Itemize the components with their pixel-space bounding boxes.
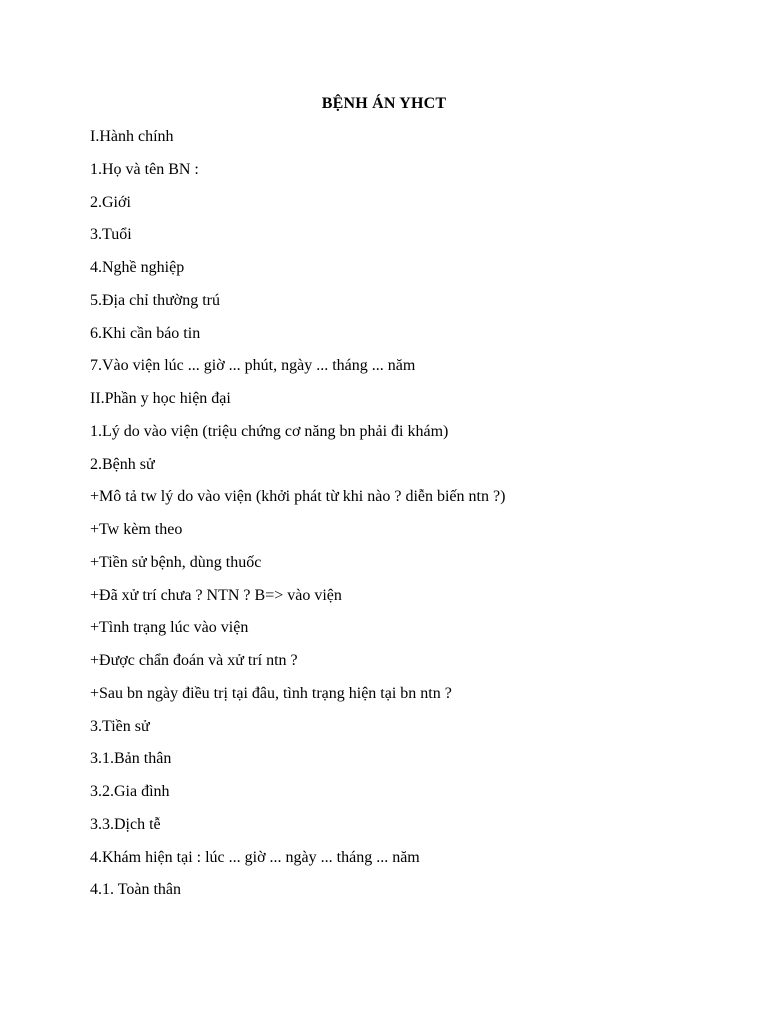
field-family-history: 3.2.Gia đình	[90, 783, 170, 800]
history-item: +Mô tả tw lý do vào viện (khởi phát từ khi nào ? diễn biến ntn ?)	[90, 488, 506, 506]
history-item: +Tw kèm theo	[90, 521, 183, 538]
field-patient-name: 1.Họ và tên BN :	[90, 160, 199, 178]
field-epidemiology: 3.3.Dịch tễ	[90, 815, 161, 833]
history-item: +Đã xử trí chưa ? NTN ? B=> vào viện	[90, 586, 342, 604]
field-emergency-contact: 6.Khi cần báo tin	[90, 324, 201, 342]
section-heading-administrative: I.Hành chính	[90, 128, 174, 145]
section-heading-modern-medicine: II.Phần y học hiện đại	[90, 390, 231, 407]
history-item: +Tiền sử bệnh, dùng thuốc	[90, 553, 262, 571]
subheading-past-history: 3.Tiền sử	[90, 717, 150, 735]
history-item: +Được chẩn đoán và xử trí ntn ?	[90, 652, 298, 669]
field-occupation: 4.Nghề nghiệp	[90, 259, 185, 276]
subheading-medical-history: 2.Bệnh sử	[90, 455, 155, 473]
field-age: 3.Tuổi	[90, 226, 132, 244]
history-item: +Sau bn ngày điều trị tại đâu, tình trạng hiện tại bn ntn ?	[90, 684, 452, 702]
document-body	[90, 127, 730, 913]
field-gender: 2.Giới	[90, 193, 131, 211]
document-title: BỆNH ÁN YHCT	[321, 95, 447, 112]
field-permanent-address: 5.Địa chỉ thường trú	[90, 291, 220, 309]
field-personal-history: 3.1.Bản thân	[90, 750, 172, 768]
field-admission-time: 7.Vào viện lúc ... giờ ... phút, ngày ... tháng ... năm	[90, 357, 416, 375]
field-reason-for-admission: 1.Lý do vào viện (triệu chứng cơ năng bn phải đi khám)	[90, 422, 449, 440]
field-general-exam: 4.1. Toàn thân	[90, 881, 182, 899]
subheading-current-exam: 4.Khám hiện tại : lúc ... giờ ... ngày ... tháng ... năm	[90, 848, 420, 866]
history-item: +Tình trạng lúc vào viện	[90, 619, 249, 637]
